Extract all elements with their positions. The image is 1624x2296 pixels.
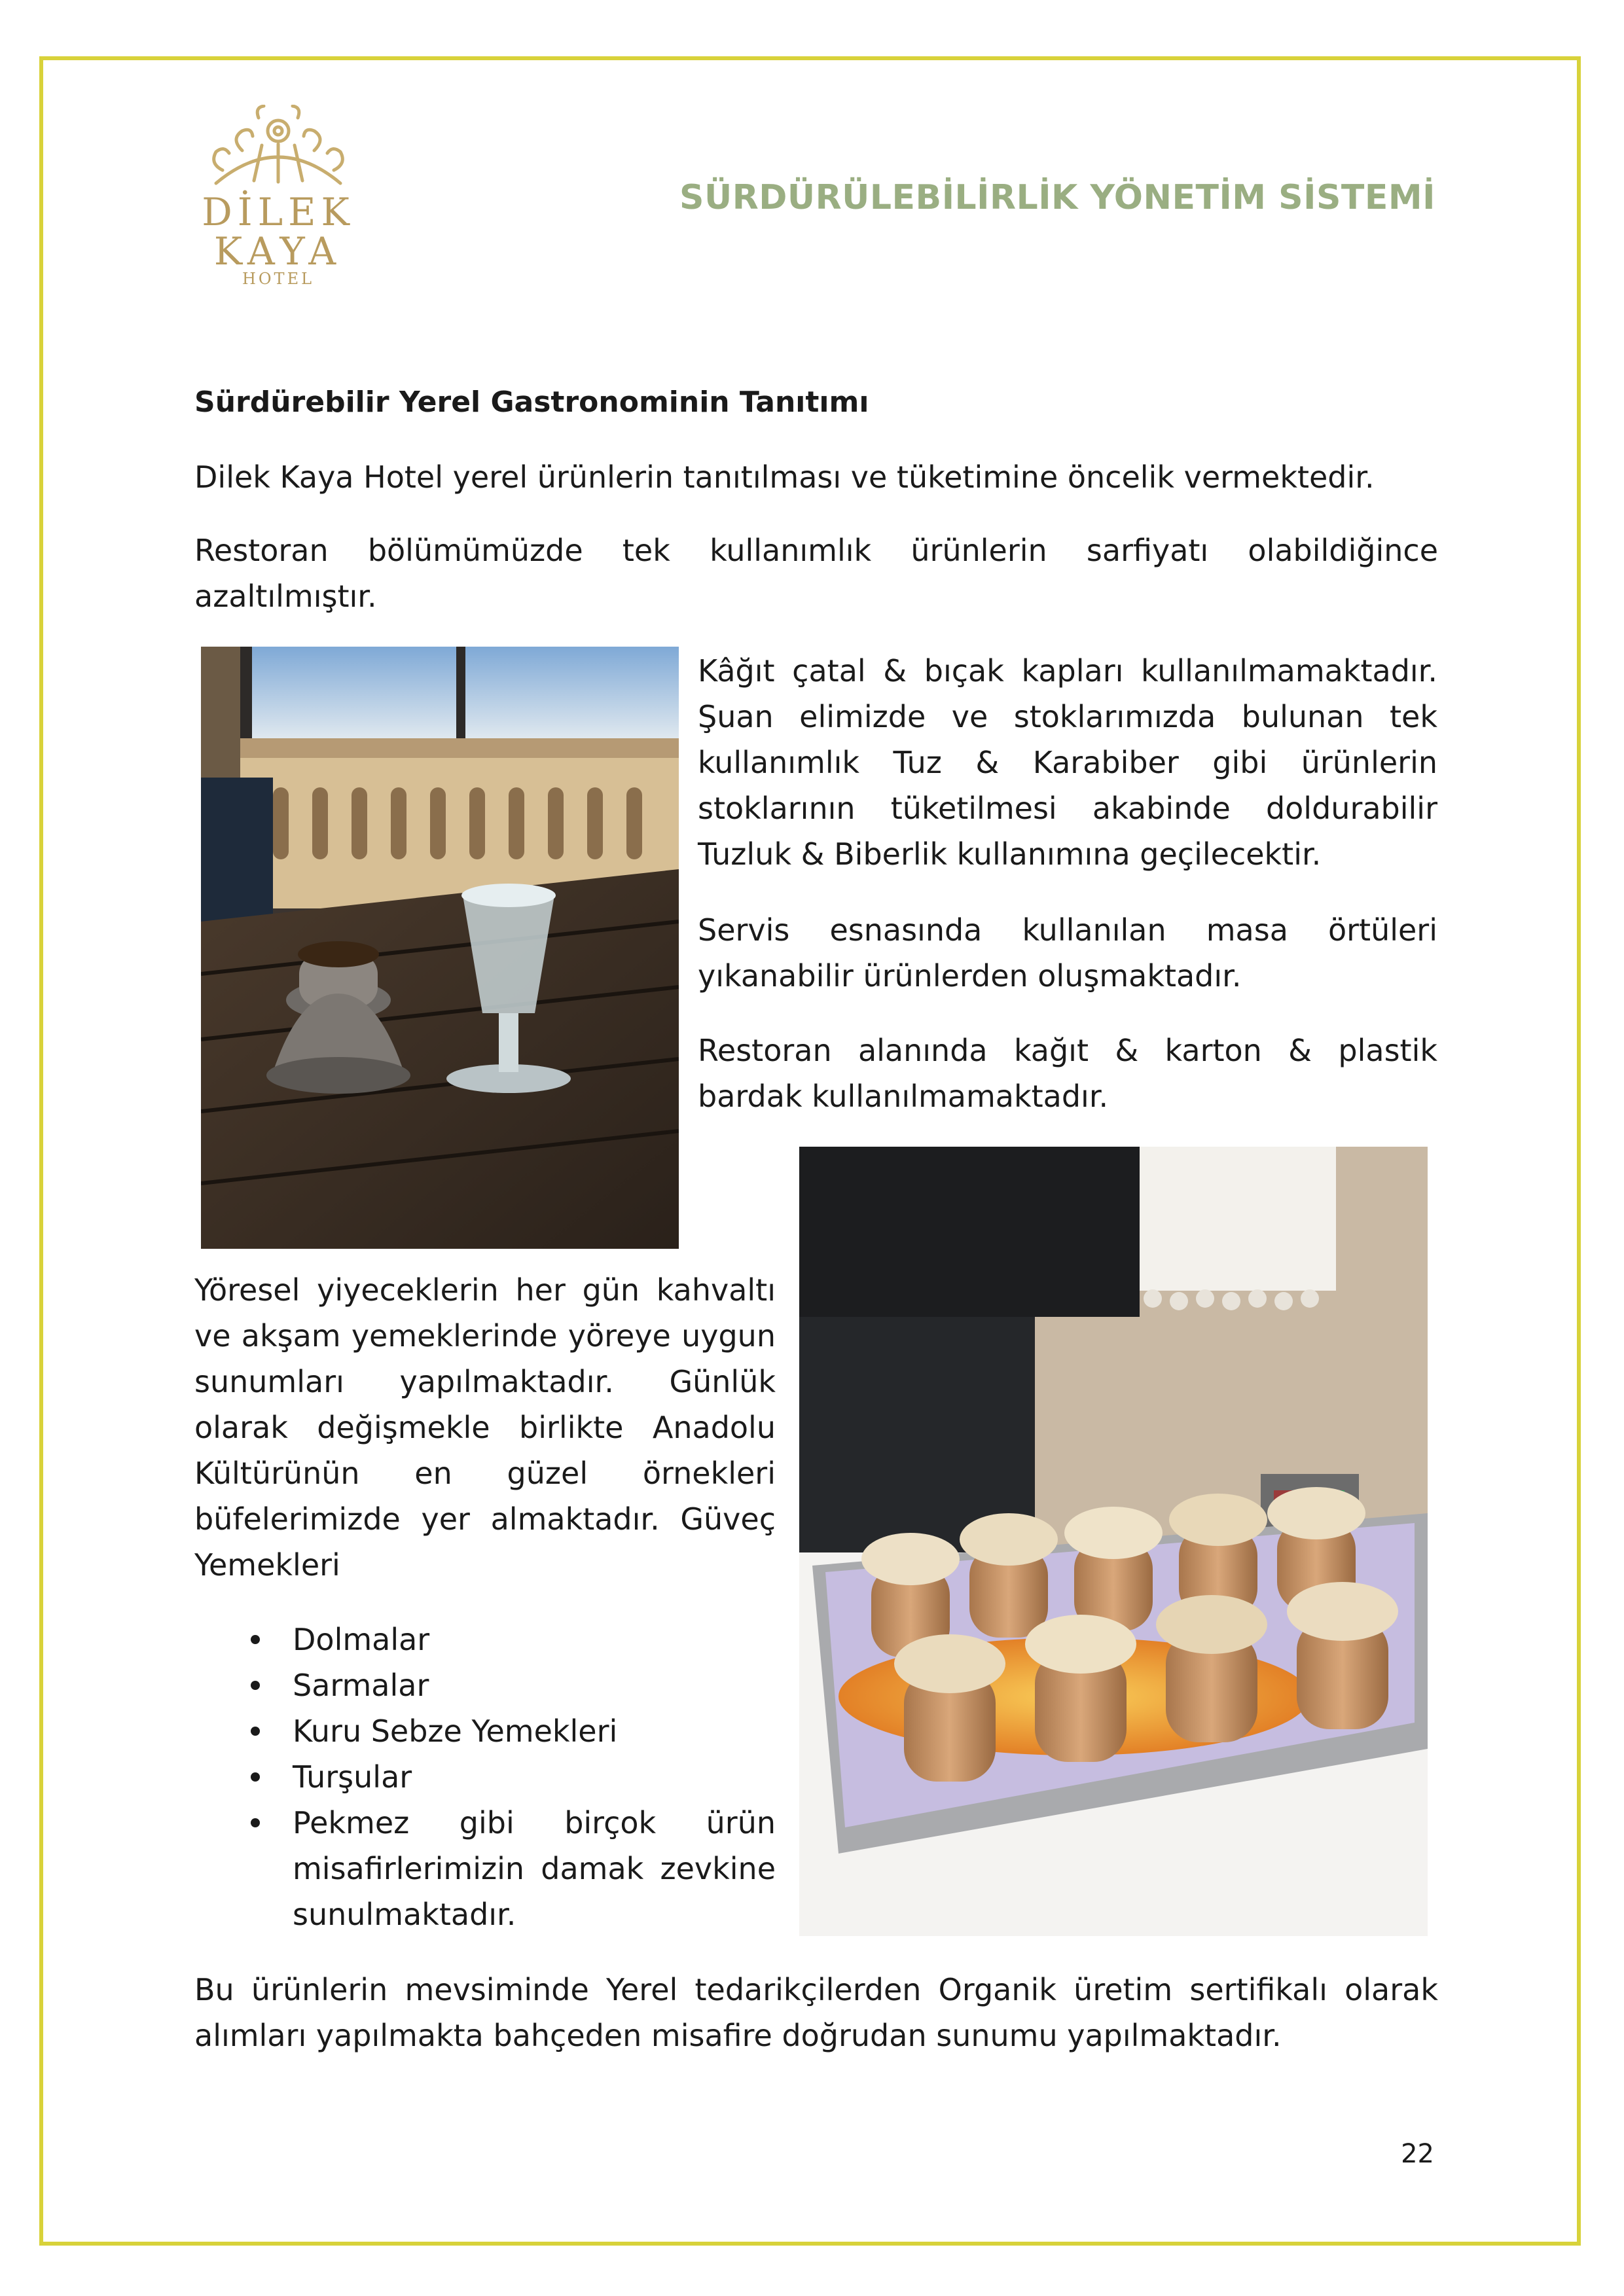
list-item: Sarmalar: [194, 1662, 776, 1708]
list-item: Dolmalar: [194, 1617, 776, 1662]
paragraph-cups: Restoran alanında kağıt & karton & plastik bardak kullanılmamaktadır.: [698, 1033, 1437, 1114]
paragraph-local-food: Yöresel yiyeceklerin her gün kahvaltı ve akşam yemeklerinde yöreye uygun sunumları yapılmaktadır. Günlük olarak değişmekle birlikte Anadolu Kültürünün en güzel örnekleri büfelerimizde yer almaktadır. Güveç Yemekleri: [194, 1272, 776, 1583]
paragraph-intro: Dilek Kaya Hotel yerel ürünlerin tanıtılması ve tüketimine öncelik vermektedir.: [194, 459, 1375, 495]
section-heading: Sürdürebilir Yerel Gastronominin Tanıtımı: [194, 386, 869, 419]
pottery-kebab-buffet-photo: [799, 1147, 1428, 1936]
paragraph-cutlery: Kâğıt çatal & bıçak kapları kullanılmamaktadır. Şuan elimizde ve stoklarımızda bulunan tek kullanımlık Tuz & Karabiber gibi ürünlerin stoklarının tüketilmesi akabinde doldurabilir Tuzluk & Biberlik kullanımına geçilecektir.: [698, 653, 1437, 872]
paragraph-tablecloth: Servis esnasında kullanılan masa örtüleri yıkanabilir ürünlerden oluşmaktadır.: [698, 912, 1437, 994]
page-number: 22: [1401, 2139, 1434, 2169]
hotel-logo: [196, 105, 360, 288]
list-item: Turşular: [194, 1754, 776, 1800]
dish-list: [194, 1617, 776, 1937]
logo-text-kaya: KAYA: [213, 229, 343, 274]
list-item: Kuru Sebze Yemekleri: [194, 1708, 776, 1754]
paragraph-single-use: Restoran bölümümüzde tek kullanımlık ürünlerin sarfiyatı olabildiğince azaltılmıştır.: [194, 533, 1438, 614]
document-header-title: SÜRDÜRÜLEBİLİRLİK YÖNETİM SİSTEMİ: [679, 178, 1435, 217]
paragraph-organic-suppliers: Bu ürünlerin mevsiminde Yerel tedarikçilerden Organik üretim sertifikalı olarak alımları yapılmakta bahçeden misafire doğrudan sunumu yapılmaktadır.: [194, 1972, 1438, 2053]
logo-ornament-icon: [196, 105, 360, 196]
coffee-table-photo: [201, 647, 679, 1249]
logo-text-dilek: DİLEK: [202, 190, 355, 234]
list-item: Pekmez gibi birçok ürün misafirlerimizin damak zevkine sunulmaktadır.: [194, 1800, 776, 1937]
logo-text-hotel: HOTEL: [242, 270, 315, 288]
